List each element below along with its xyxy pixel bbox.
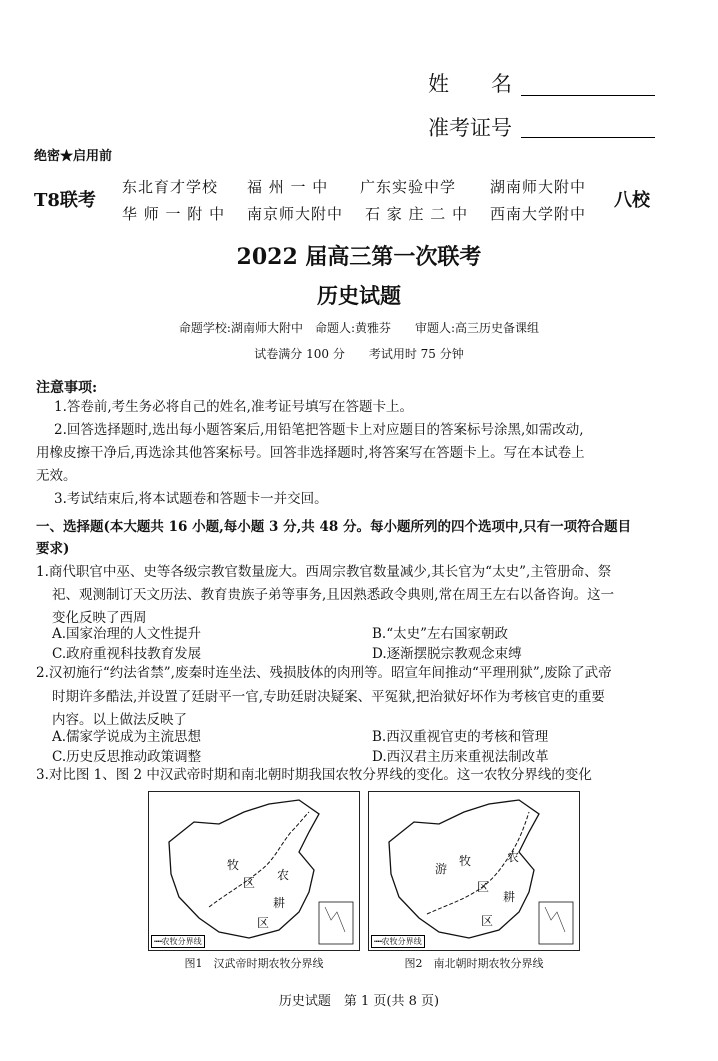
map-caption-2: 图2 南北朝时期农牧分界线 (404, 957, 544, 970)
option-d[interactable]: D.西汉君主历来重视法制改革 (372, 749, 549, 765)
alliance-left-label: T8联考 (34, 190, 96, 211)
name-label: 姓 名 (428, 72, 512, 96)
option-c[interactable]: C.政府重视科技教育发展 (52, 646, 202, 662)
map-figure-1 (148, 791, 360, 951)
china-map-outline (149, 792, 359, 950)
exam-id-field[interactable] (521, 136, 655, 138)
question-1-line: 1.商代职官中巫、史等各级宗教官数量庞大。西周宗教官数量减少,其长官为“太史”,主管册命、祭 (36, 564, 612, 580)
option-d[interactable]: D.逐渐摆脱宗教观念束缚 (372, 646, 522, 662)
section-heading: 一、选择题(本大题共 16 小题,每小题 3 分,共 48 分。每小题所列的四个选项中,只有一项符合题目 (36, 519, 632, 535)
page-footer: 历史试题 第 1 页(共 8 页) (278, 994, 440, 1009)
question-1-line: 祀、观测制订天文历法、教育贵族子弟等事务,且因熟悉政令典则,常在周王左右以备咨询。这一 (52, 587, 615, 603)
legend-label: 农牧分界线 (161, 937, 202, 946)
option-b[interactable]: B.西汉重视官吏的考核和管理 (372, 729, 549, 745)
map-label: 耕 (273, 896, 286, 910)
question-3-line: 3.对比图 1、图 2 中汉武帝时期和南北朝时期我国农牧分界线的变化。这一农牧分界线的变化 (36, 767, 592, 783)
map-label: 耕 (503, 890, 516, 904)
notice-item: 无效。 (36, 468, 77, 484)
option-a[interactable]: A.儒家学说成为主流思想 (52, 729, 202, 745)
section-heading: 要求) (36, 541, 70, 557)
school: 石 家 庄 二 中 (365, 205, 469, 223)
question-2-line: 内容。以上做法反映了 (52, 712, 187, 728)
map-label: 区 (477, 880, 490, 894)
map-label: 区 (481, 914, 494, 928)
notice-heading: 注意事项: (36, 380, 98, 396)
map-caption-1: 图1 汉武帝时期农牧分界线 (184, 957, 324, 970)
map-figure-2 (368, 791, 580, 951)
notice-item: 3.考试结束后,将本试题卷和答题卡一并交回。 (54, 491, 328, 507)
question-2-line: 2.汉初施行“约法省禁”,废秦时连坐法、残损肢体的肉刑等。昭宣年间推动“平理刑狱”,废除了武帝 (36, 665, 612, 681)
exam-id-label: 准考证号 (428, 116, 512, 140)
notice-item: 1.答卷前,考生务必将自己的姓名,准考证号填写在答题卡上。 (54, 399, 413, 415)
school: 西南大学附中 (490, 205, 587, 223)
question-1-line: 变化反映了西周 (52, 610, 147, 626)
map-label: 农 (277, 868, 290, 882)
school: 东北育才学校 (122, 178, 219, 196)
notice-item: 2.回答选择题时,选出每小题答案后,用铅笔把答题卡上对应题目的答案标号涂黑,如需改动, (54, 422, 584, 438)
school: 福 州 一 中 (247, 178, 329, 196)
secret-label: 绝密★启用前 (34, 149, 113, 164)
map-legend: ┅┅农牧分界线 (371, 935, 425, 948)
map-label: 牧 (459, 854, 472, 868)
exam-score-time: 试卷满分 100 分 考试用时 75 分钟 (254, 347, 464, 361)
map-label: 游 (435, 862, 448, 876)
map-label: 牧 (227, 858, 240, 872)
question-2-line: 时期许多酷法,并设置了廷尉平一官,专助廷尉决疑案、平冤狱,把治狱好坏作为考核官吏的重要 (52, 689, 605, 705)
map-label: 农 (507, 850, 520, 864)
school: 华 师 一 附 中 (122, 205, 226, 223)
option-a[interactable]: A.国家治理的人文性提升 (52, 626, 202, 642)
map-legend: ┅┅农牧分界线 (151, 935, 205, 948)
china-map-outline (369, 792, 579, 950)
notice-item: 用橡皮擦干净后,再选涂其他答案标号。回答非选择题时,将答案写在答题卡上。写在本试卷上 (36, 445, 585, 461)
alliance-right-label: 八校 (614, 190, 650, 211)
map-label: 区 (257, 916, 270, 930)
name-field[interactable] (521, 94, 655, 96)
school: 广东实验中学 (360, 178, 457, 196)
subject-title: 历史试题 (317, 283, 401, 308)
exam-title: 2022 届高三第一次联考 (236, 244, 482, 270)
school: 湖南师大附中 (490, 178, 587, 196)
exam-meta: 命题学校:湖南师大附中 命题人:黄雅芬 审题人:高三历史备课组 (178, 321, 540, 335)
map-label: 区 (243, 876, 256, 890)
option-b[interactable]: B.“太史”左右国家朝政 (372, 626, 509, 642)
school: 南京师大附中 (247, 205, 344, 223)
option-c[interactable]: C.历史反思推动政策调整 (52, 749, 202, 765)
legend-label: 农牧分界线 (381, 937, 422, 946)
